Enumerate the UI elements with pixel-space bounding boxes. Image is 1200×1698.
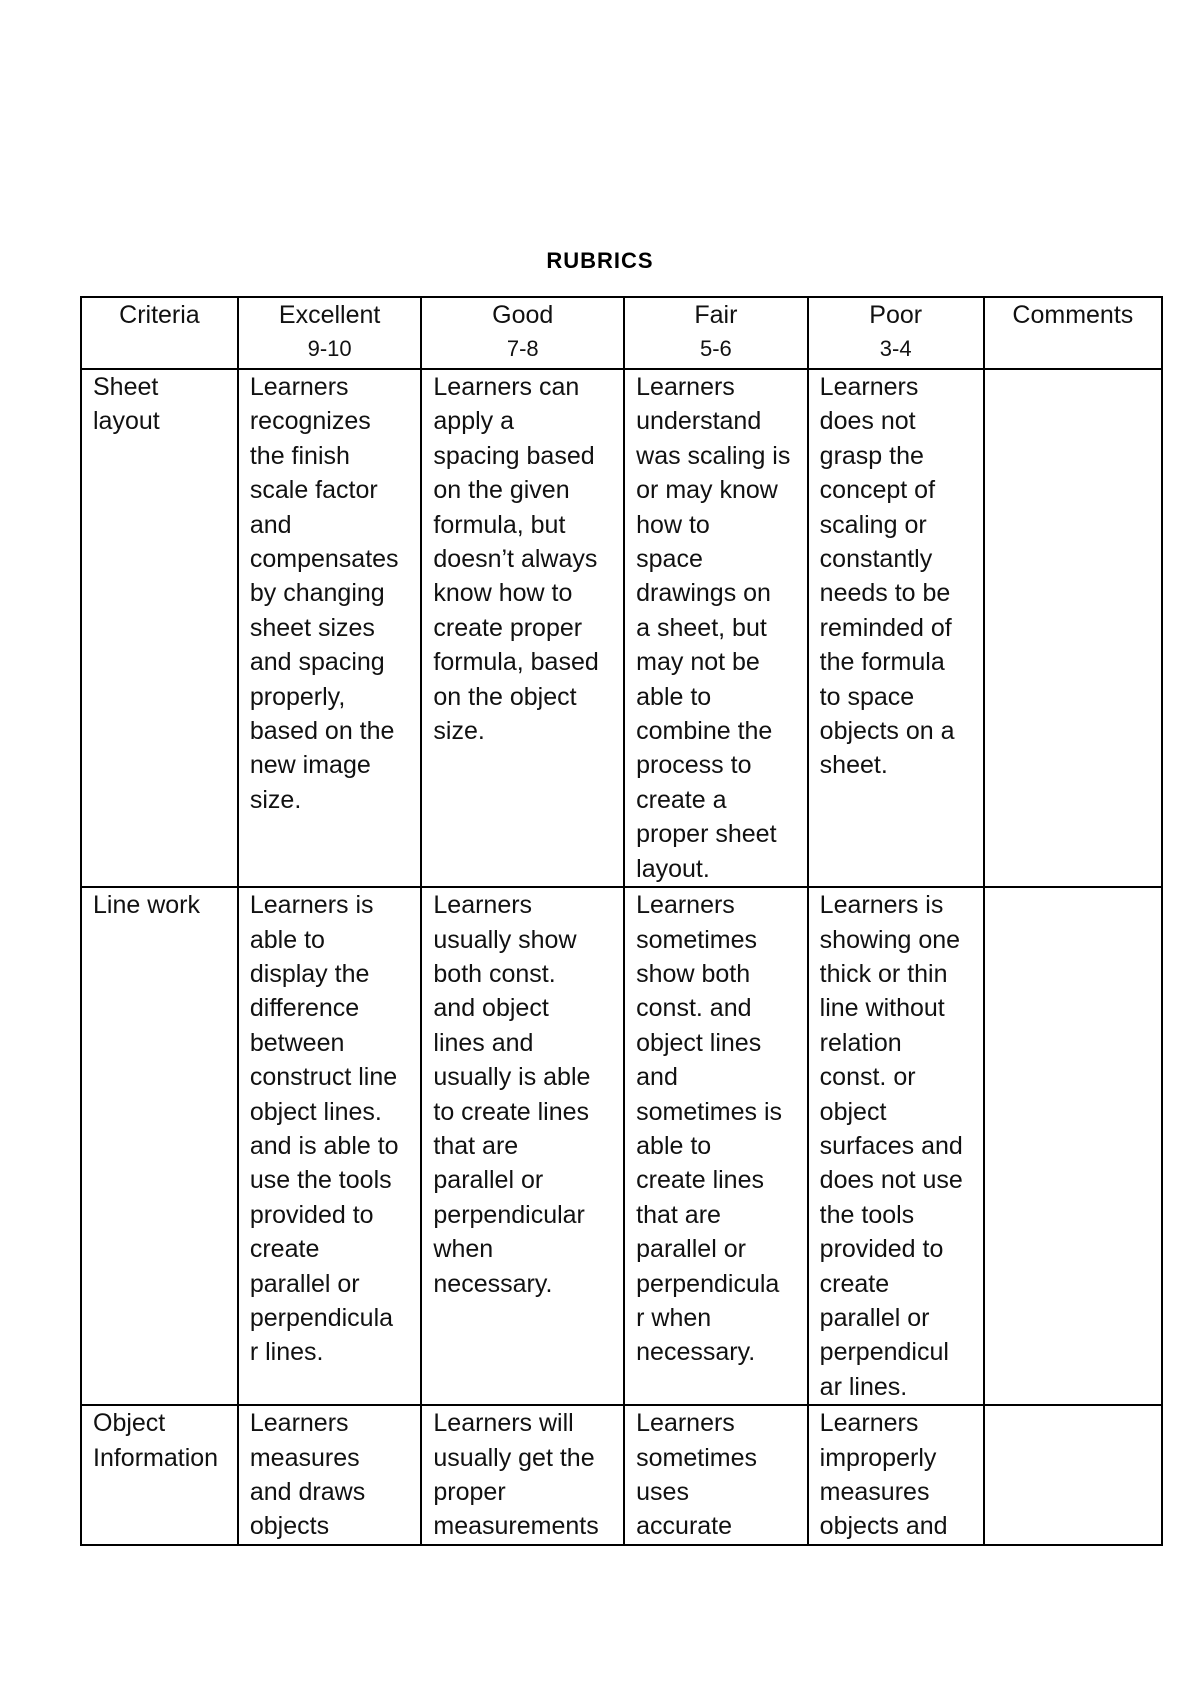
poor-cell: Learners improperly measures objects and — [808, 1405, 984, 1545]
fair-cell: Learners understand was scaling is or may know how to space drawings on a sheet, but may not be able to combine the process to create a proper sheet layout. — [624, 369, 808, 887]
poor-cell: Learners does not grasp the concept of scaling or constantly needs to be reminded of the formula to space objects on a sheet. — [808, 369, 984, 887]
rubric-table — [80, 296, 1163, 1546]
header-poor: Poor 3-4 — [808, 297, 984, 369]
header-excellent: Excellent 9-10 — [238, 297, 422, 369]
table-row — [81, 1405, 1162, 1545]
page-title: RUBRICS — [546, 248, 654, 273]
grade-range: 9-10 — [307, 336, 352, 362]
grade-range: 5-6 — [700, 336, 732, 362]
comments-cell — [984, 1405, 1162, 1545]
excellent-cell: Learners is able to display the difference between construct line object lines. and is able to use the tools provided to create parallel or perpendicula r lines. — [238, 887, 422, 1405]
poor-cell: Learners is showing one thick or thin line without relation const. or object surfaces and does not use the tools provided to create parallel or perpendicul ar lines. — [808, 887, 984, 1405]
header-criteria: Criteria — [81, 297, 238, 369]
grade-range: 7-8 — [506, 336, 539, 362]
excellent-cell: Learners measures and draws objects — [238, 1405, 422, 1545]
good-cell: Learners usually show both const. and object lines and usually is able to create lines that are parallel or perpendicular when necessary. — [421, 887, 624, 1405]
criteria-cell: Sheet layout — [81, 369, 238, 887]
good-cell: Learners can apply a spacing based on the given formula, but doesn’t always know how to create proper formula, based on the object size. — [421, 369, 624, 887]
table-row — [81, 887, 1162, 1405]
header-good: Good 7-8 — [421, 297, 624, 369]
criteria-cell: Object Information — [81, 1405, 238, 1545]
header-fair: Fair 5-6 — [624, 297, 808, 369]
fair-cell: Learners sometimes uses accurate — [624, 1405, 808, 1545]
table-row — [81, 369, 1162, 887]
header-comments: Comments — [984, 297, 1162, 369]
criteria-cell: Line work — [81, 887, 238, 1405]
comments-cell — [984, 369, 1162, 887]
grade-range: 3-4 — [879, 336, 912, 362]
comments-cell — [984, 887, 1162, 1405]
header-row — [81, 297, 1162, 369]
excellent-cell: Learners recognizes the finish scale factor and compensates by changing sheet sizes and spacing properly, based on the new image size. — [238, 369, 422, 887]
fair-cell: Learners sometimes show both const. and object lines and sometimes is able to create lines that are parallel or perpendicula r when necessary. — [624, 887, 808, 1405]
good-cell: Learners will usually get the proper measurements — [421, 1405, 624, 1545]
